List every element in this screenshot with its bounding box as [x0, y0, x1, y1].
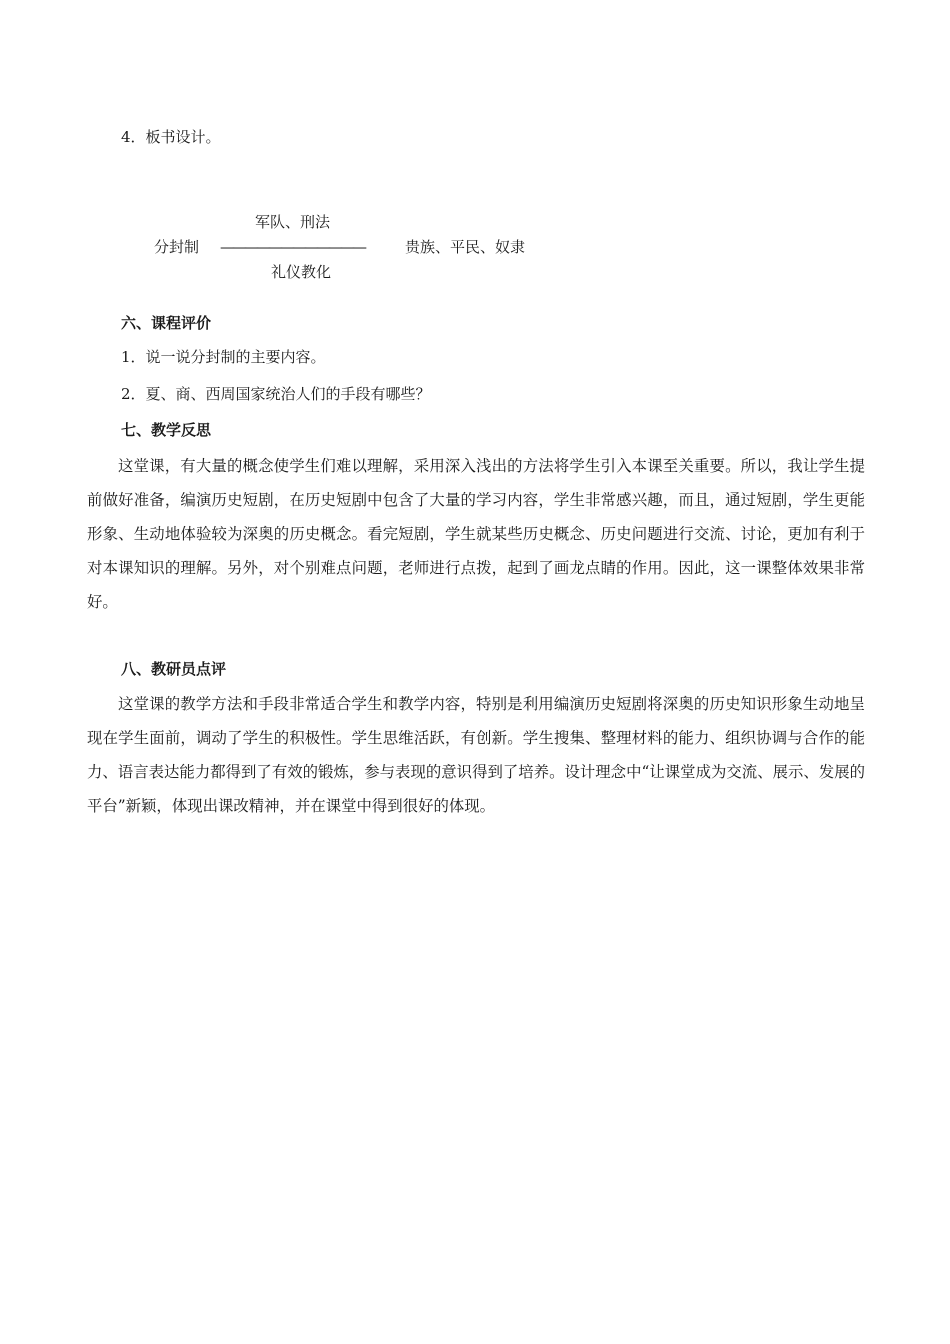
- section-8-heading: 八、教研员点评: [121, 660, 227, 678]
- evaluation-item-2: 2．夏、商、西周国家统治人们的手段有哪些？: [121, 385, 431, 403]
- reflection-paragraph: 这堂课，有大量的概念使学生们难以理解，采用深入浅出的方法将学生引入本课至关重要。所以，我让学生提前做好准备，编演历史短剧，在历史短剧中包含了大量的学习内容，学生非常感兴趣，而且，通过短剧，学生更能形象、生动地体验较为深奥的历史概念。看完短剧，学生就某些历史概念、历史问题进行交流、讨论，更加有利于对本课知识的理解。另外，对个别难点问题，老师进行点拨，起到了画龙点睛的作用。因此，这一课整体效果非常好。: [87, 457, 865, 611]
- section-6-heading: 六、课程评价: [121, 314, 212, 332]
- section-7-heading: 七、教学反思: [121, 421, 212, 439]
- diagram-connector: ————————————: [220, 238, 364, 256]
- section-4-heading: 4．板书设计。: [121, 128, 221, 146]
- diagram-top-label: 军队、刑法: [255, 213, 331, 231]
- evaluation-item-1: 1．说一说分封制的主要内容。: [121, 348, 326, 366]
- diagram-result-label: 贵族、平民、奴隶: [405, 238, 526, 256]
- diagram-bottom-label: 礼仪教化: [271, 263, 332, 281]
- diagram-root-label: 分封制: [154, 238, 200, 256]
- review-paragraph: 这堂课的教学方法和手段非常适合学生和教学内容，特别是利用编演历史短剧将深奥的历史知识形象生动地呈现在学生面前，调动了学生的积极性。学生思维活跃，有创新。学生搜集、整理材料的能力、组织协调与合作的能力、语言表达能力都得到了有效的锻炼，参与表现的意识得到了培养。设计理念中“让课堂成为交流、展示、发展的平台”新颖，体现出课改精神，并在课堂中得到很好的体现。: [87, 695, 865, 815]
